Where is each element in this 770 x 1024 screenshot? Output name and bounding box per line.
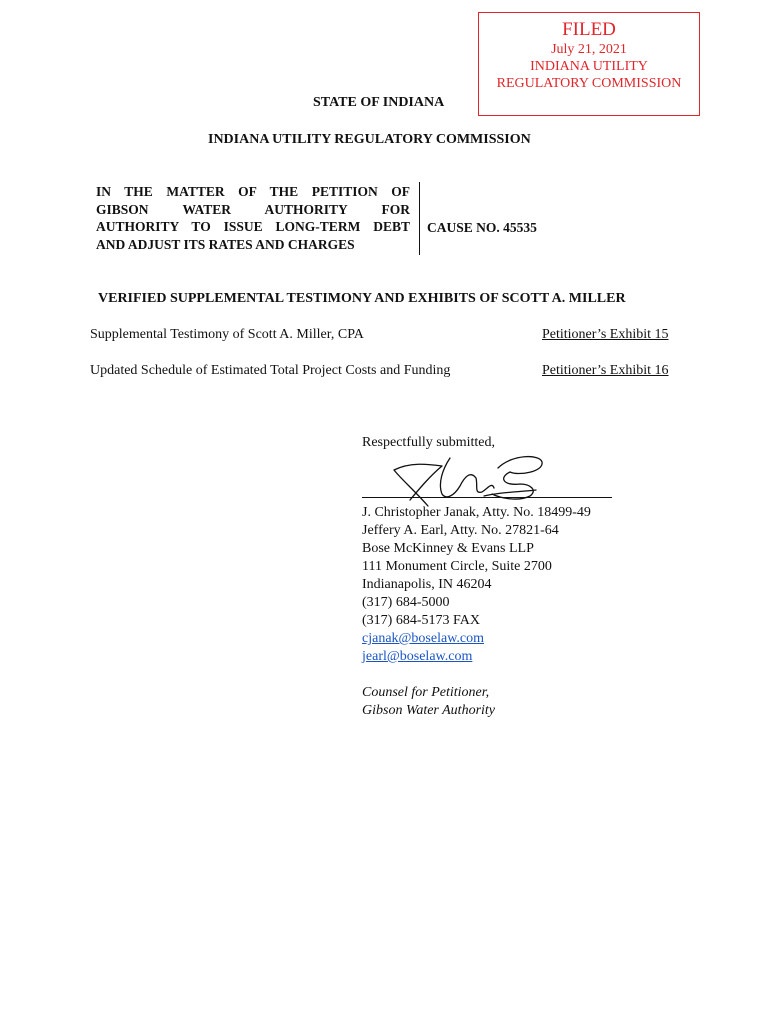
attorney-line: Bose McKinney & Evans LLP: [362, 541, 534, 556]
attorney-line: Indianapolis, IN 46204: [362, 577, 492, 592]
attorney-line: 111 Monument Circle, Suite 2700: [362, 559, 552, 574]
cause-number: CAUSE NO. 45535: [427, 220, 537, 235]
stamp-date: July 21, 2021: [551, 42, 627, 57]
caption-line: AND ADJUST ITS RATES AND CHARGES: [96, 236, 355, 252]
stamp-title: FILED: [562, 19, 616, 40]
attorney-line: J. Christopher Janak, Atty. No. 18499-49: [362, 505, 591, 520]
exhibit-label: Petitioner’s Exhibit 16: [542, 363, 669, 378]
case-caption: [96, 183, 410, 253]
attorney-line: (317) 684-5000: [362, 595, 450, 610]
signature-image: [380, 448, 560, 508]
attorney-info: [362, 504, 591, 666]
counsel-line: Counsel for Petitioner,: [362, 685, 490, 700]
counsel-line: Gibson Water Authority: [362, 703, 496, 718]
attorney-line: Jeffery A. Earl, Atty. No. 27821-64: [362, 523, 559, 538]
exhibit-description: Supplemental Testimony of Scott A. Miller, CPA: [90, 327, 364, 342]
caption-line: GIBSON WATER AUTHORITY FOR: [96, 201, 410, 217]
caption-line: AUTHORITY TO ISSUE LONG-TERM DEBT: [96, 219, 410, 234]
email-link-jearl[interactable]: jearl@boselaw.com: [362, 649, 473, 664]
caption-divider: [419, 182, 420, 255]
email-link-cjanak[interactable]: cjanak@boselaw.com: [362, 631, 484, 646]
stamp-line2: REGULATORY COMMISSION: [496, 76, 682, 91]
caption-line: IN THE MATTER OF THE PETITION OF: [96, 184, 410, 199]
signature-line: [362, 497, 612, 498]
state-heading: STATE OF INDIANA: [313, 95, 445, 110]
exhibit-label: Petitioner’s Exhibit 15: [542, 327, 669, 342]
attorney-line: (317) 684-5173 FAX: [362, 613, 480, 628]
exhibit-description: Updated Schedule of Estimated Total Project Costs and Funding: [90, 363, 451, 378]
stamp-line1: INDIANA UTILITY: [530, 59, 648, 74]
filed-stamp: [478, 12, 700, 116]
counsel-note: [362, 684, 495, 720]
commission-heading: INDIANA UTILITY REGULATORY COMMISSION: [208, 132, 531, 147]
document-title: VERIFIED SUPPLEMENTAL TESTIMONY AND EXHIBITS OF SCOTT A. MILLER: [98, 291, 626, 306]
closing: Respectfully submitted,: [362, 435, 495, 450]
